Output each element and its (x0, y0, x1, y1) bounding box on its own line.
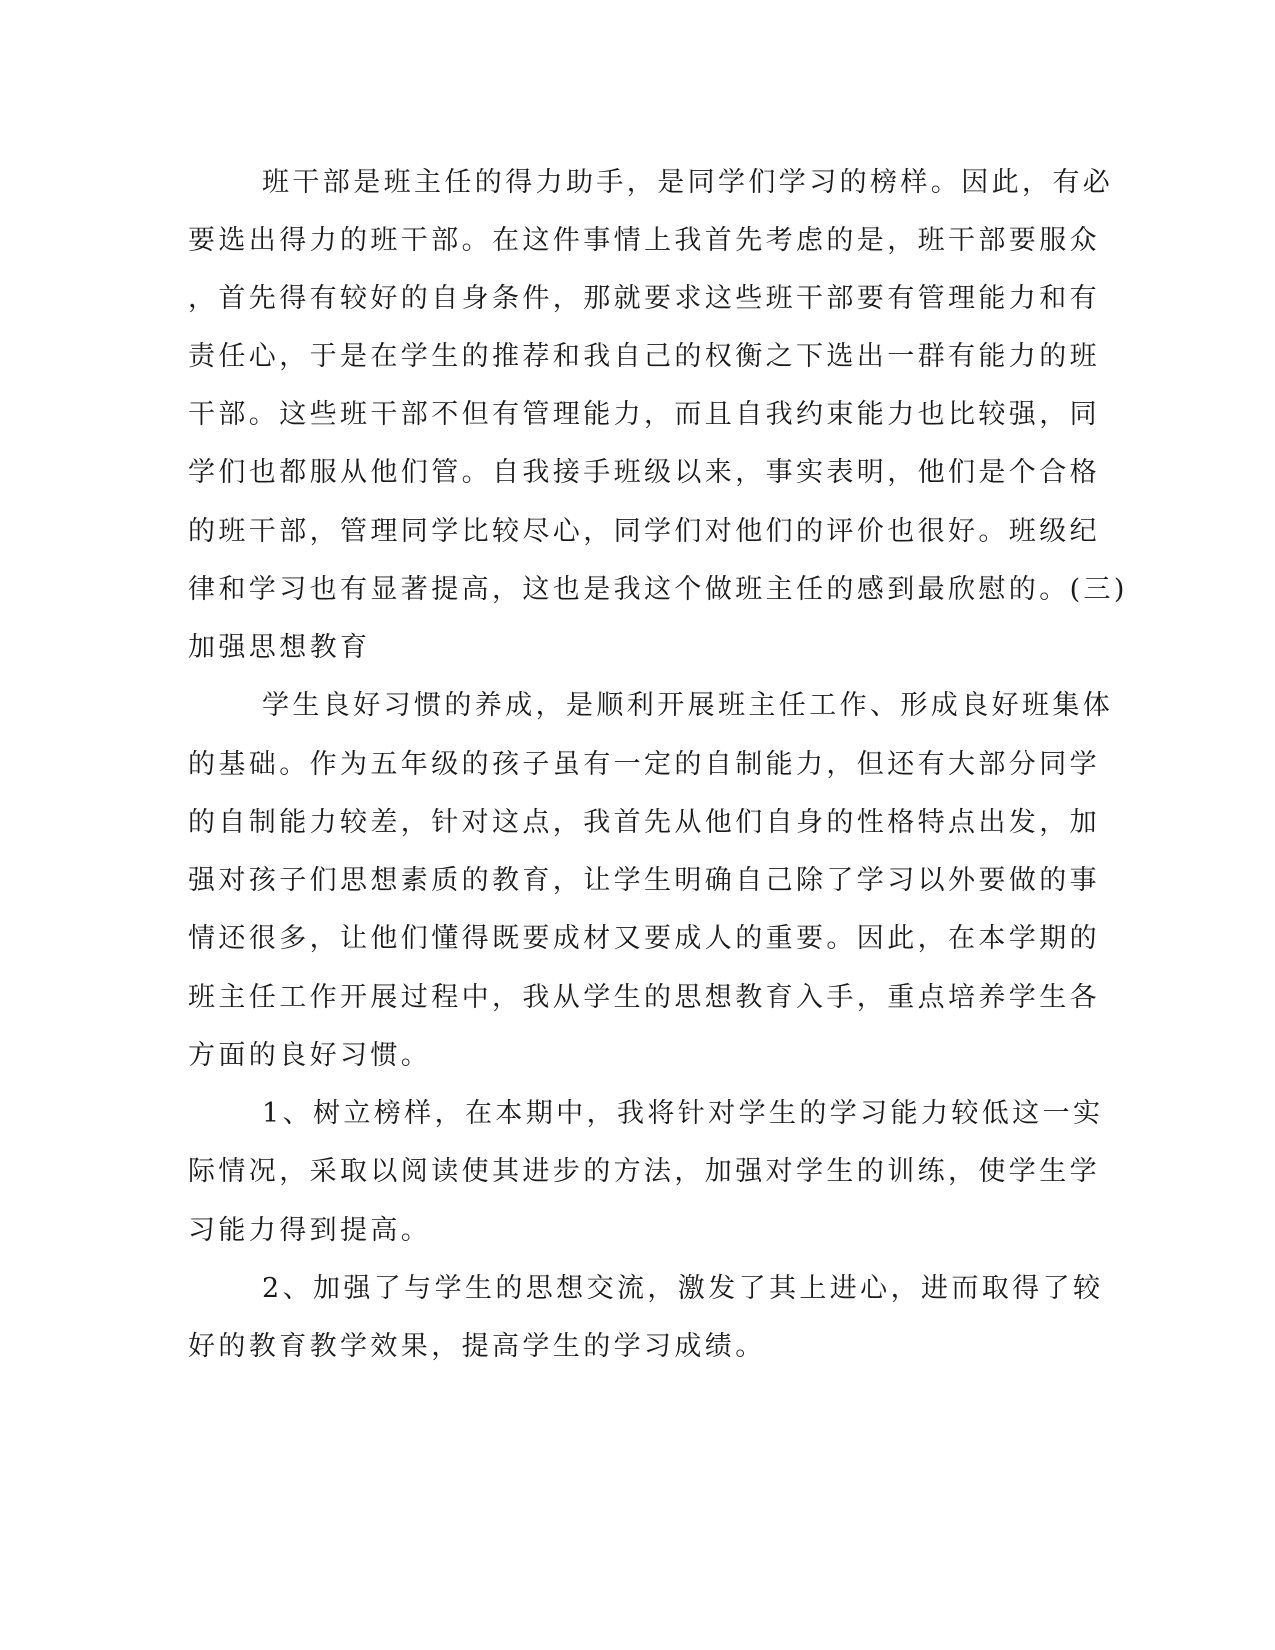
text-line: 要选出得力的班干部。在这件事情上我首先考虑的是，班干部要服众 (188, 225, 1100, 256)
text-line: 的班干部，管理同学比较尽心，同学们对他们的评价也很好。班级纪 (188, 516, 1100, 547)
text-line: 干部。这些班干部不但有管理能力，而且自我约束能力也比较强，同 (188, 399, 1100, 430)
text-line: 班主任工作开展过程中，我从学生的思想教育入手，重点培养学生各 (188, 982, 1100, 1013)
text-line: 的自制能力较差，针对这点，我首先从他们自身的性格特点出发，加 (188, 807, 1100, 838)
text-line: 班干部是班主任的得力助手，是同学们学习的榜样。因此，有必 (262, 167, 1114, 198)
text-line: 1、树立榜样，在本期中，我将针对学生的学习能力较低这一实 (262, 1098, 1104, 1129)
text-line: ，首先得有较好的自身条件，那就要求这些班干部要有管理能力和有 (188, 283, 1100, 314)
text-line: 方面的良好习惯。 (188, 1040, 432, 1071)
text-line: 强对孩子们思想素质的教育，让学生明确自己除了学习以外要做的事 (188, 865, 1100, 896)
text-line: 情还很多，让他们懂得既要成材又要成人的重要。因此，在本学期的 (188, 923, 1100, 954)
text-line: 学们也都服从他们管。自我接手班级以来，事实表明，他们是个合格 (188, 457, 1100, 488)
text-line: 的基础。作为五年级的孩子虽有一定的自制能力，但还有大部分同学 (188, 749, 1100, 780)
text-line: 加强思想教育 (188, 632, 371, 663)
text-line: 2、加强了与学生的思想交流，激发了其上进心，进而取得了较 (262, 1273, 1104, 1304)
text-line: 学生良好习惯的养成，是顺利开展班主任工作、形成良好班集体 (262, 690, 1114, 721)
text-line: 际情况，采取以阅读使其进步的方法，加强对学生的训练，使学生学 (188, 1156, 1100, 1187)
text-line: 习能力得到提高。 (188, 1215, 432, 1246)
text-line: 责任心，于是在学生的推荐和我自己的权衡之下选出一群有能力的班 (188, 341, 1100, 372)
text-line: 律和学习也有显著提高，这也是我这个做班主任的感到最欣慰的。(三) (188, 574, 1128, 605)
text-line: 好的教育教学效果，提高学生的学习成绩。 (188, 1331, 766, 1362)
